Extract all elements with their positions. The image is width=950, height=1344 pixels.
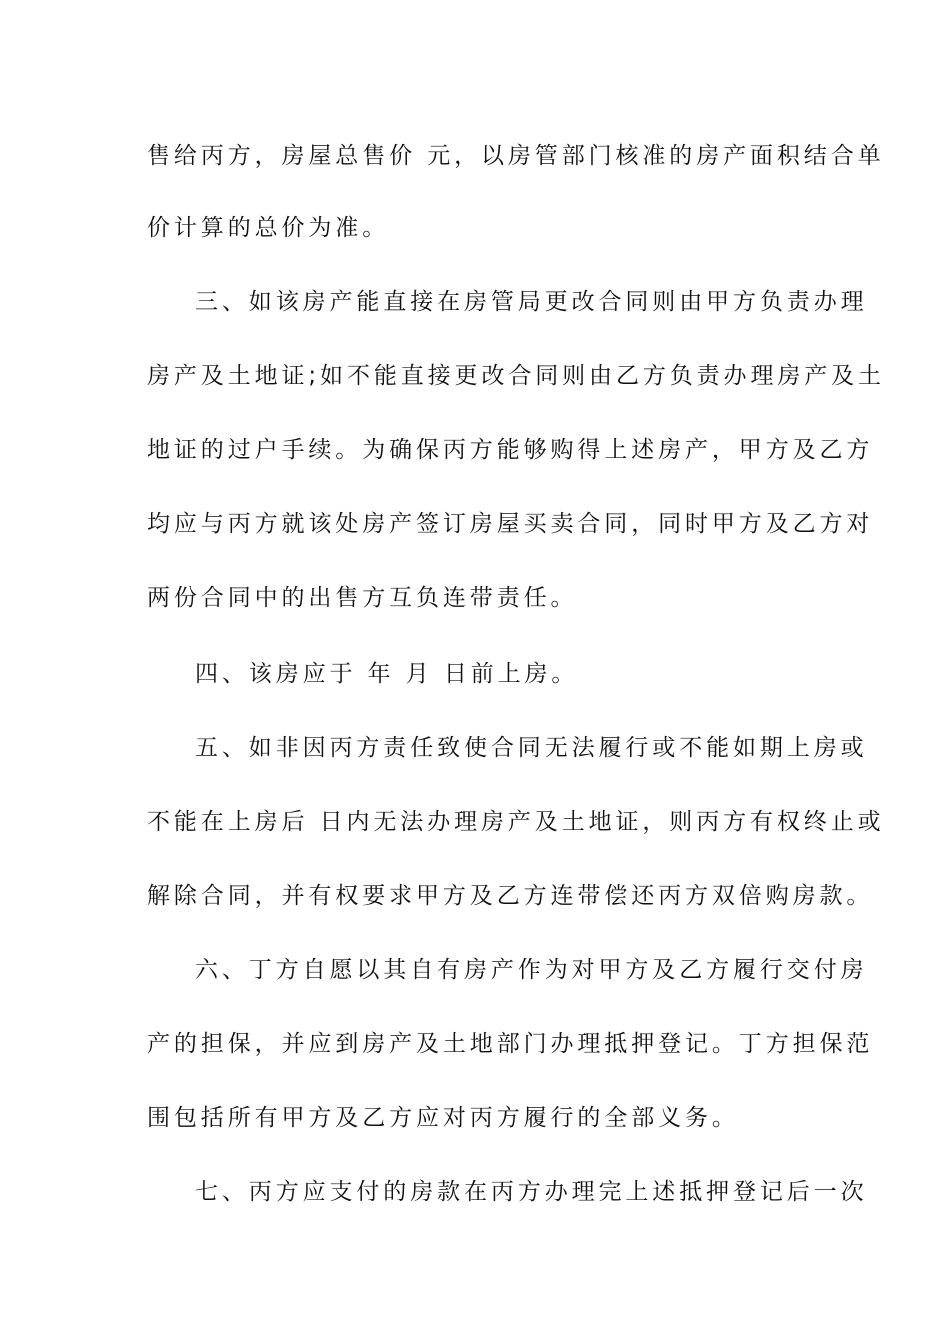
text-line: 房产及土地证;如不能直接更改合同则由乙方负责办理房产及土: [147, 363, 885, 389]
paragraph-four: 四、该房应于 年 月 日前上房。: [195, 661, 579, 687]
text-line: 售给丙方，房屋总售价 元，以房管部门核准的房产面积结合单: [147, 143, 885, 169]
text-line: 价计算的总价为准。: [147, 215, 390, 241]
paragraph-three-start: 三、如该房产能直接在房管局更改合同则由甲方负责办理: [195, 289, 868, 315]
paragraph-six-start: 六、丁方自愿以其自有房产作为对甲方及乙方履行交付房: [195, 957, 868, 983]
text-line: 两份合同中的出售方互负连带责任。: [147, 585, 578, 611]
text-line: 解除合同，并有权要求甲方及乙方连带偿还丙方双倍购房款。: [147, 883, 874, 909]
text-line: 不能在上房后 日内无法办理房产及土地证，则丙方有权终止或: [147, 809, 885, 835]
paragraph-seven-start: 七、丙方应支付的房款在丙方办理完上述抵押登记后一次: [195, 1179, 868, 1205]
paragraph-five-start: 五、如非因丙方责任致使合同无法履行或不能如期上房或: [195, 735, 868, 761]
text-line: 均应与丙方就该处房产签订房屋买卖合同，同时甲方及乙方对: [147, 511, 874, 537]
text-line: 地证的过户手续。为确保丙方能够购得上述房产，甲方及乙方: [147, 437, 874, 463]
text-line: 围包括所有甲方及乙方应对丙方履行的全部义务。: [147, 1105, 739, 1131]
text-line: 产的担保，并应到房产及土地部门办理抵押登记。丁方担保范: [147, 1031, 874, 1057]
